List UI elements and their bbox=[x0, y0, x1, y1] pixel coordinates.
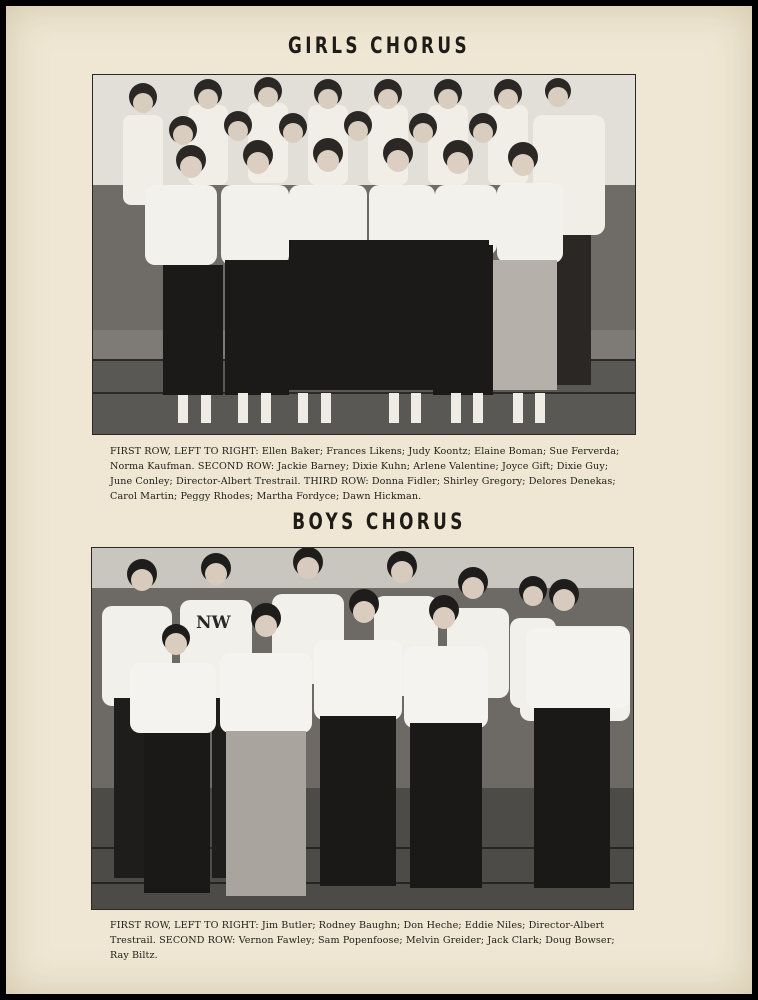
boys-chorus-caption: FIRST ROW, LEFT TO RIGHT: Jim Butler; Rodney Baughn; Don Heche; Eddie Niles; Director-Albert Trestrail. SECOND ROW: Vernon Fawley; Sam Popenfoose; Melvin Greider; Jack Clark; Doug Bowser; Ray Biltz. bbox=[110, 920, 615, 961]
boys-chorus-title: BOYS CHORUS bbox=[292, 510, 466, 535]
boys-chorus-photo bbox=[91, 547, 634, 910]
girls-chorus-title: GIRLS CHORUS bbox=[288, 34, 470, 59]
girls-chorus-caption: FIRST ROW, LEFT TO RIGHT: Ellen Baker; Frances Likens; Judy Koontz; Elaine Boman; Sue Ferverda; Norma Kaufman. SECOND ROW: Jackie Barney; Dixie Kuhn; Arlene Valentine; Joyce Gift; Dixie Guy; June Conley; Director-Albert Trestrail. THIRD ROW: Donna Fidler; Shirley Gregory; Delores Denekas; Carol Martin; Peggy Rhodes; Martha Fordyce; Dawn Hickman. bbox=[110, 446, 620, 502]
girls-chorus-photo bbox=[92, 74, 636, 435]
nw-sweater-letters: NW bbox=[196, 613, 231, 633]
